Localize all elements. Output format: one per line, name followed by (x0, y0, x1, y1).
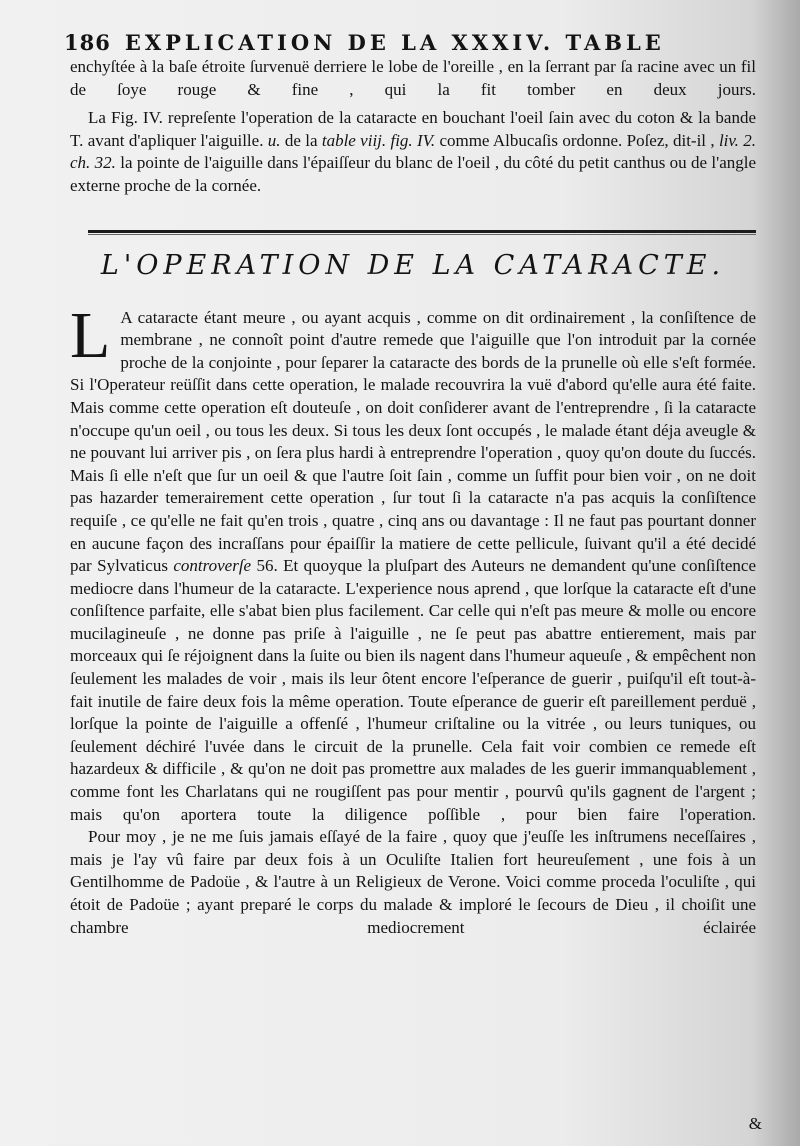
intro-text-c: comme Albucaſis ordonne. Poſez, dit-il , (435, 130, 719, 150)
section-title: L'OPERATION DE LA CATARACTE. (100, 249, 726, 281)
section-divider (88, 230, 756, 235)
intro-text-b: de la (280, 130, 322, 150)
intro-paragraph-2 (70, 107, 756, 197)
catchword: & (748, 1114, 762, 1133)
page-number: 186 (64, 30, 111, 55)
running-head (64, 30, 756, 56)
intro-text-d: la pointe de l'aiguille dans l'épaiſſeur du blanc de l'oeil , du côté du petit canthus ou de l'angle externe proche de la cornée. (70, 153, 757, 195)
drop-cap: L (70, 298, 111, 372)
intro-text-a: La Fig. IV. repreſente l'operation de la cataracte en bouchant l'oeil ſain avec du coton & la bande T. avant d'apliquer l'aiguille. (70, 108, 756, 150)
main-paragraph-1 (70, 298, 756, 827)
book-reference: liv. 2. ch. 32. (70, 130, 757, 173)
intro-paragraph-1: enchyſtée à la baſe étroite ſurvenuë derriere le lobe de l'oreille , en la ſerrant par ſa racine avec un fil de ſoye rouge & fine , qui la fit tomber en deux jours. (70, 57, 756, 99)
table-reference: table viij. fig. IV. (321, 130, 436, 150)
main-text-a: A cataracte étant meure , ou ayant acquis , comme on dit ordinairement , la conſiſtence de membrane , ne connoît point d'autre remede que l'aiguille que l'on introduit par la cornée proche de la conjointe , pour ſeparer la cataracte des bords de la prunelle où elle s'eſt formée. Si l'Operateur reüſſit dans cette operation, le malade recouvrira la vuë d'abord qu'elle aura été faite. Mais comme cette operation eſt douteuſe , on doit conſiderer avant de l'entreprendre , ſi la cataracte n'occupe qu'un oeil , ou tous les deux. Si tous les deux ſont occupés , le malade étant déja aveugle & ne pouvant lui arriver pis , on ſera plus hardi à entreprendre l'operation , quoy qu'on doute du ſuccés. Mais ſi elle n'eſt que ſur un oeil & que l'autre ſoit ſain , comme un ſuffit pour bien voir , on ne doit pas hazarder temerairement cette operation , ſur tout ſi la cataracte n'a pas acquis la conſiſtence requiſe , ce qu'elle ne fait qu'en trois , quatre , cinq ans ou davantage : Il ne faut pas pourtant donner en aucune façon des incraſſans pour épaiſſir la matiere de cette pellicule, ſuivant qu'il a été decidé par Sylvaticus (70, 307, 756, 576)
controverse-reference: controverſe (173, 556, 252, 576)
main-paragraph-2: Pour moy , je ne me ſuis jamais eſſayé de la faire , quoy que j'euſſe les inſtrumens neceſſaires , mais je l'ay vû faire par deux fois à un Oculiſte Italien fort heureuſement , une fois à un Gentilhomme de Padoüe , & l'autre à un Religieux de Verone. Voici comme proceda l'oculiſte , qui étoit de Padoüe ; ayant preparé le corps du malade & imploré le ſecours de Dieu , il choiſit une chambre mediocrement éclairée (70, 827, 756, 937)
running-title: EXPLICATION DE LA XXXIV. TABLE (124, 30, 665, 55)
main-text-b: 56. Et quoyque la pluſpart des Auteurs ne demandent qu'une conſiſtence mediocre dans l'humeur de la cataracte. L'experience nous aprend , que lorſque la cataracte eſt d'une conſiſtence parfaite, elle s'abat bien plus facilement. Car celle qui n'eſt pas meure & molle ou encore mucilagineuſe , ne donne pas priſe à l'aiguille , ne ſe peut pas abattre entierement, mais par morceaux qui ſe réjoignent dans la ſuite ou bien ils nagent dans l'humeur aqueuſe , & empêchent non ſeulement les malades de voir , mais ils leur ôtent encore l'eſperance de guerir , puiſqu'il eſt tout-à-fait inutile de faire deux fois la même operation. Toute eſperance de guerir eſt pareillement perduë , lorſque la pointe de l'aiguille a offenſé , l'humeur criſtaline ou la vitrée , ou leurs tuniques, ou ſeulement déchiré l'uvée dans le circuit de la prunelle. Cela fait voir combien ce remede eſt hazardeux & difficile , & qu'on ne doit pas promettre aux malades de les guerir immanquablement , comme font les Charlatans qui ne rougiſſent pas pour mentir , pourvû qu'ils gagnent de l'argent ; mais qu'on aportera toute la diligence poſſible , pour bien faire l'operation. (70, 556, 756, 824)
figure-letter: u. (267, 130, 281, 150)
